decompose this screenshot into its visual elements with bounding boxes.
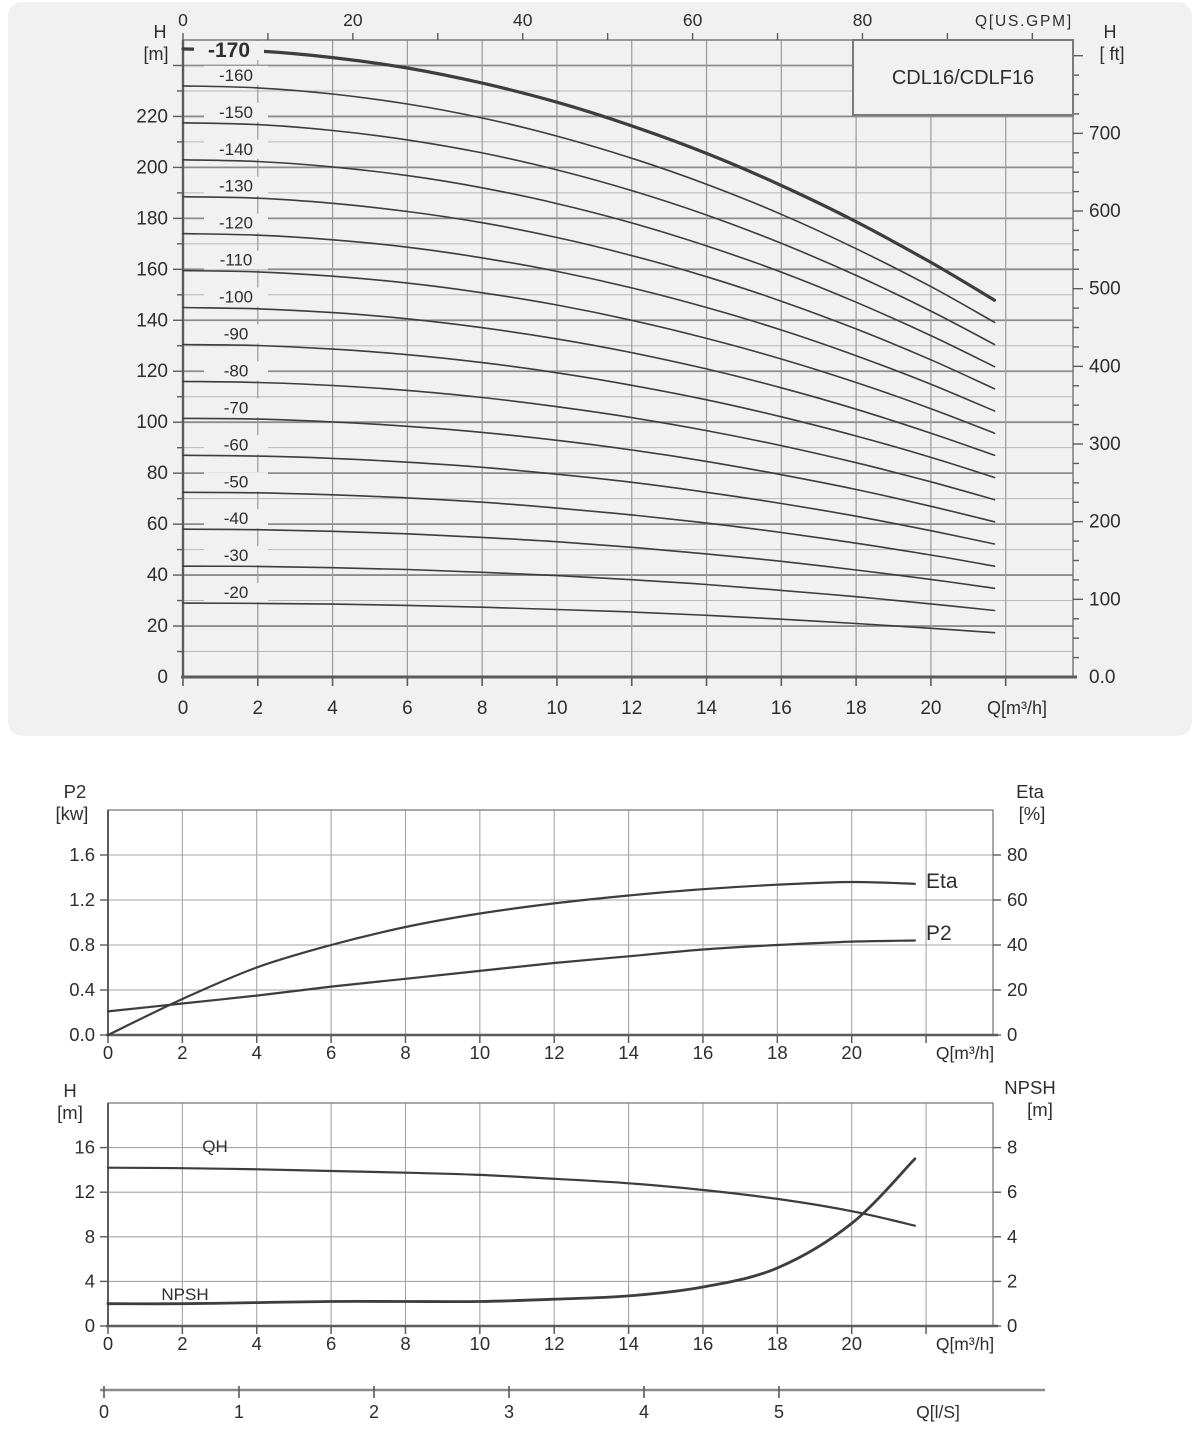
axis-unit-label: [m] [1027, 1099, 1053, 1120]
y-right-tick-label: 700 [1089, 123, 1121, 145]
x-bottom-tick-label: 0 [177, 698, 189, 719]
curve-label: -50 [223, 472, 249, 492]
axis-unit-label: P2 [63, 781, 87, 802]
x-bottom-tick-label: 8 [400, 1042, 411, 1063]
x-bottom-tick-label: 10 [469, 1333, 491, 1354]
y-right-tick-label: 4 [1007, 1225, 1018, 1247]
x-bottom-tick-label: 6 [402, 698, 413, 719]
y-left-tick-label: 1.2 [69, 889, 95, 910]
plot-border [108, 810, 993, 1035]
axis-unit-label: Eta [1016, 781, 1044, 802]
curve-label: -130 [218, 176, 254, 196]
y-left-tick-label: 140 [136, 310, 168, 332]
ls-tick-label: 4 [638, 1402, 650, 1422]
curve-label: -60 [223, 435, 249, 455]
y-right-tick-label: 8 [1007, 1136, 1018, 1158]
curve-label: -80 [223, 361, 249, 381]
curve-label: -70 [223, 398, 249, 418]
y-left-tick-label: 80 [146, 463, 168, 485]
y-left-tick-label: 200 [136, 157, 168, 179]
ls-tick-label: 0 [98, 1402, 110, 1422]
x-bottom-tick-label: 2 [177, 1042, 188, 1063]
curve-qh [108, 1168, 915, 1226]
curve-label: -110 [219, 250, 253, 270]
x-bottom-tick-label: 2 [177, 1333, 188, 1354]
x-bottom-tick-label: 4 [327, 698, 338, 719]
y-left-tick-label: 8 [84, 1225, 95, 1247]
x-bottom-tick-label: 4 [251, 1042, 262, 1063]
y-right-tick-label: 60 [1007, 889, 1028, 910]
axis-unit-label: [m] [143, 44, 169, 64]
x-bottom-tick-label: 18 [845, 698, 867, 719]
x-top-axis-label: Q[US.GPM] [974, 13, 1073, 30]
x-bottom-tick-label: 12 [543, 1333, 565, 1354]
x-bottom-tick-label: 20 [920, 698, 942, 719]
ls-axis-label: Q[l/S] [916, 1402, 960, 1422]
x-bottom-tick-label: 8 [400, 1333, 411, 1354]
axis-unit-label: [%] [1018, 803, 1046, 824]
x-bottom-tick-label: 4 [251, 1333, 262, 1354]
x-bottom-tick-label: 20 [841, 1042, 862, 1063]
axis-unit-label: NPSH [1004, 1077, 1056, 1098]
y-left-tick-label: 60 [146, 514, 168, 536]
curve-label: -140 [218, 139, 254, 159]
x-top-tick-label: 0 [178, 10, 188, 30]
x-bottom-tick-label: 10 [546, 698, 568, 719]
axis-unit-label: [kw] [55, 803, 89, 824]
curve-label: -20 [223, 583, 249, 603]
x-bottom-tick-label: 6 [325, 1333, 337, 1354]
curve-label: -40 [223, 509, 249, 529]
y-left-tick-label: 12 [74, 1181, 95, 1203]
x-bottom-tick-label: 8 [476, 698, 488, 719]
y-right-tick-label: 20 [1007, 979, 1028, 1000]
x-bottom-tick-label: 14 [695, 698, 718, 719]
y-left-tick-label: 120 [136, 361, 168, 383]
y-left-tick-label: 220 [136, 106, 168, 128]
axis-unit-label: H [153, 22, 167, 42]
ls-tick-label: 5 [773, 1402, 785, 1422]
y-right-tick-label: 6 [1007, 1181, 1018, 1203]
y-left-tick-label: 0 [84, 1315, 95, 1336]
x-bottom-tick-label: 16 [770, 698, 792, 719]
axis-unit-label: [m] [57, 1102, 83, 1123]
x-bottom-tick-label: 0 [102, 1333, 114, 1354]
curve-label: -100 [218, 287, 254, 307]
y-right-tick-label: 100 [1089, 589, 1121, 611]
x-bottom-tick-label: 12 [621, 698, 643, 719]
x-bottom-tick-label: 14 [618, 1042, 639, 1063]
y-left-tick-label: 1.6 [69, 844, 95, 865]
ls-tick-label: 2 [368, 1402, 380, 1422]
x-bottom-axis-label: Q[m³/h] [935, 1334, 995, 1354]
curve-label-p2: P2 [926, 922, 952, 945]
curve-label: -170 [207, 39, 251, 62]
curve-label-eta: Eta [926, 870, 958, 893]
y-left-tick-label: 0.8 [69, 934, 95, 955]
y-right-tick-label: 200 [1089, 511, 1121, 533]
x-bottom-axis-label: Q[m³/h] [986, 698, 1048, 718]
x-bottom-tick-label: 20 [841, 1333, 862, 1354]
y-left-tick-label: 160 [136, 259, 168, 281]
y-right-tick-label: 400 [1089, 356, 1121, 378]
y-left-tick-label: 20 [146, 616, 168, 638]
y-left-tick-label: 100 [136, 412, 168, 434]
x-bottom-tick-label: 12 [543, 1042, 565, 1063]
y-right-tick-label: 600 [1089, 201, 1121, 223]
x-bottom-tick-label: 10 [469, 1042, 491, 1063]
x-top-tick-label: 60 [682, 10, 703, 30]
y-left-tick-label: 40 [146, 565, 168, 587]
y-right-tick-label: 500 [1089, 278, 1121, 300]
y-left-tick-label: 0.0 [69, 1024, 95, 1045]
y-left-tick-label: 0.4 [69, 979, 95, 1000]
curve-npsh [108, 1159, 915, 1304]
curve-label: -90 [223, 324, 249, 344]
x-bottom-tick-label: 2 [252, 698, 264, 719]
x-bottom-tick-label: 6 [325, 1042, 337, 1063]
y-right-tick-label: 40 [1007, 934, 1028, 955]
y-right-tick-label: 0.0 [1089, 667, 1116, 688]
model-box-label: CDL16/CDLF16 [891, 67, 1035, 89]
x-bottom-tick-label: 18 [767, 1042, 788, 1063]
curve-label: -150 [218, 102, 254, 122]
y-left-tick-label: 180 [136, 208, 168, 230]
curve-label: -160 [218, 65, 254, 85]
curve-eta [108, 882, 915, 1035]
curve-label: -30 [223, 546, 249, 566]
y-left-tick-label: 0 [157, 667, 168, 688]
axis-unit-label: H [1103, 22, 1117, 42]
y-right-tick-label: 0 [1007, 1315, 1018, 1336]
y-right-tick-label: 0 [1007, 1024, 1018, 1045]
y-left-tick-label: 4 [84, 1270, 95, 1292]
ls-tick-label: 3 [503, 1402, 515, 1422]
x-bottom-tick-label: 18 [767, 1333, 788, 1354]
x-top-tick-label: 20 [343, 10, 363, 30]
axis-unit-label: H [63, 1080, 77, 1101]
x-bottom-axis-label: Q[m³/h] [935, 1043, 995, 1063]
axis-unit-label: [ ft] [1099, 44, 1125, 64]
x-bottom-tick-label: 14 [618, 1333, 639, 1354]
curve-label-qh: QH [202, 1137, 228, 1156]
y-right-tick-label: 80 [1007, 844, 1028, 865]
x-bottom-tick-label: 16 [692, 1333, 714, 1354]
curve-p2 [108, 941, 915, 1012]
y-right-tick-label: 2 [1007, 1270, 1018, 1292]
x-top-tick-label: 80 [852, 10, 873, 30]
curve-label: -120 [218, 213, 254, 233]
y-left-tick-label: 16 [74, 1136, 95, 1158]
x-bottom-tick-label: 16 [692, 1042, 714, 1063]
x-top-tick-label: 40 [512, 10, 533, 30]
ls-tick-label: 1 [233, 1402, 245, 1422]
y-right-tick-label: 300 [1089, 434, 1121, 456]
x-bottom-tick-label: 0 [102, 1042, 114, 1063]
curve-label-npsh: NPSH [161, 1285, 209, 1304]
